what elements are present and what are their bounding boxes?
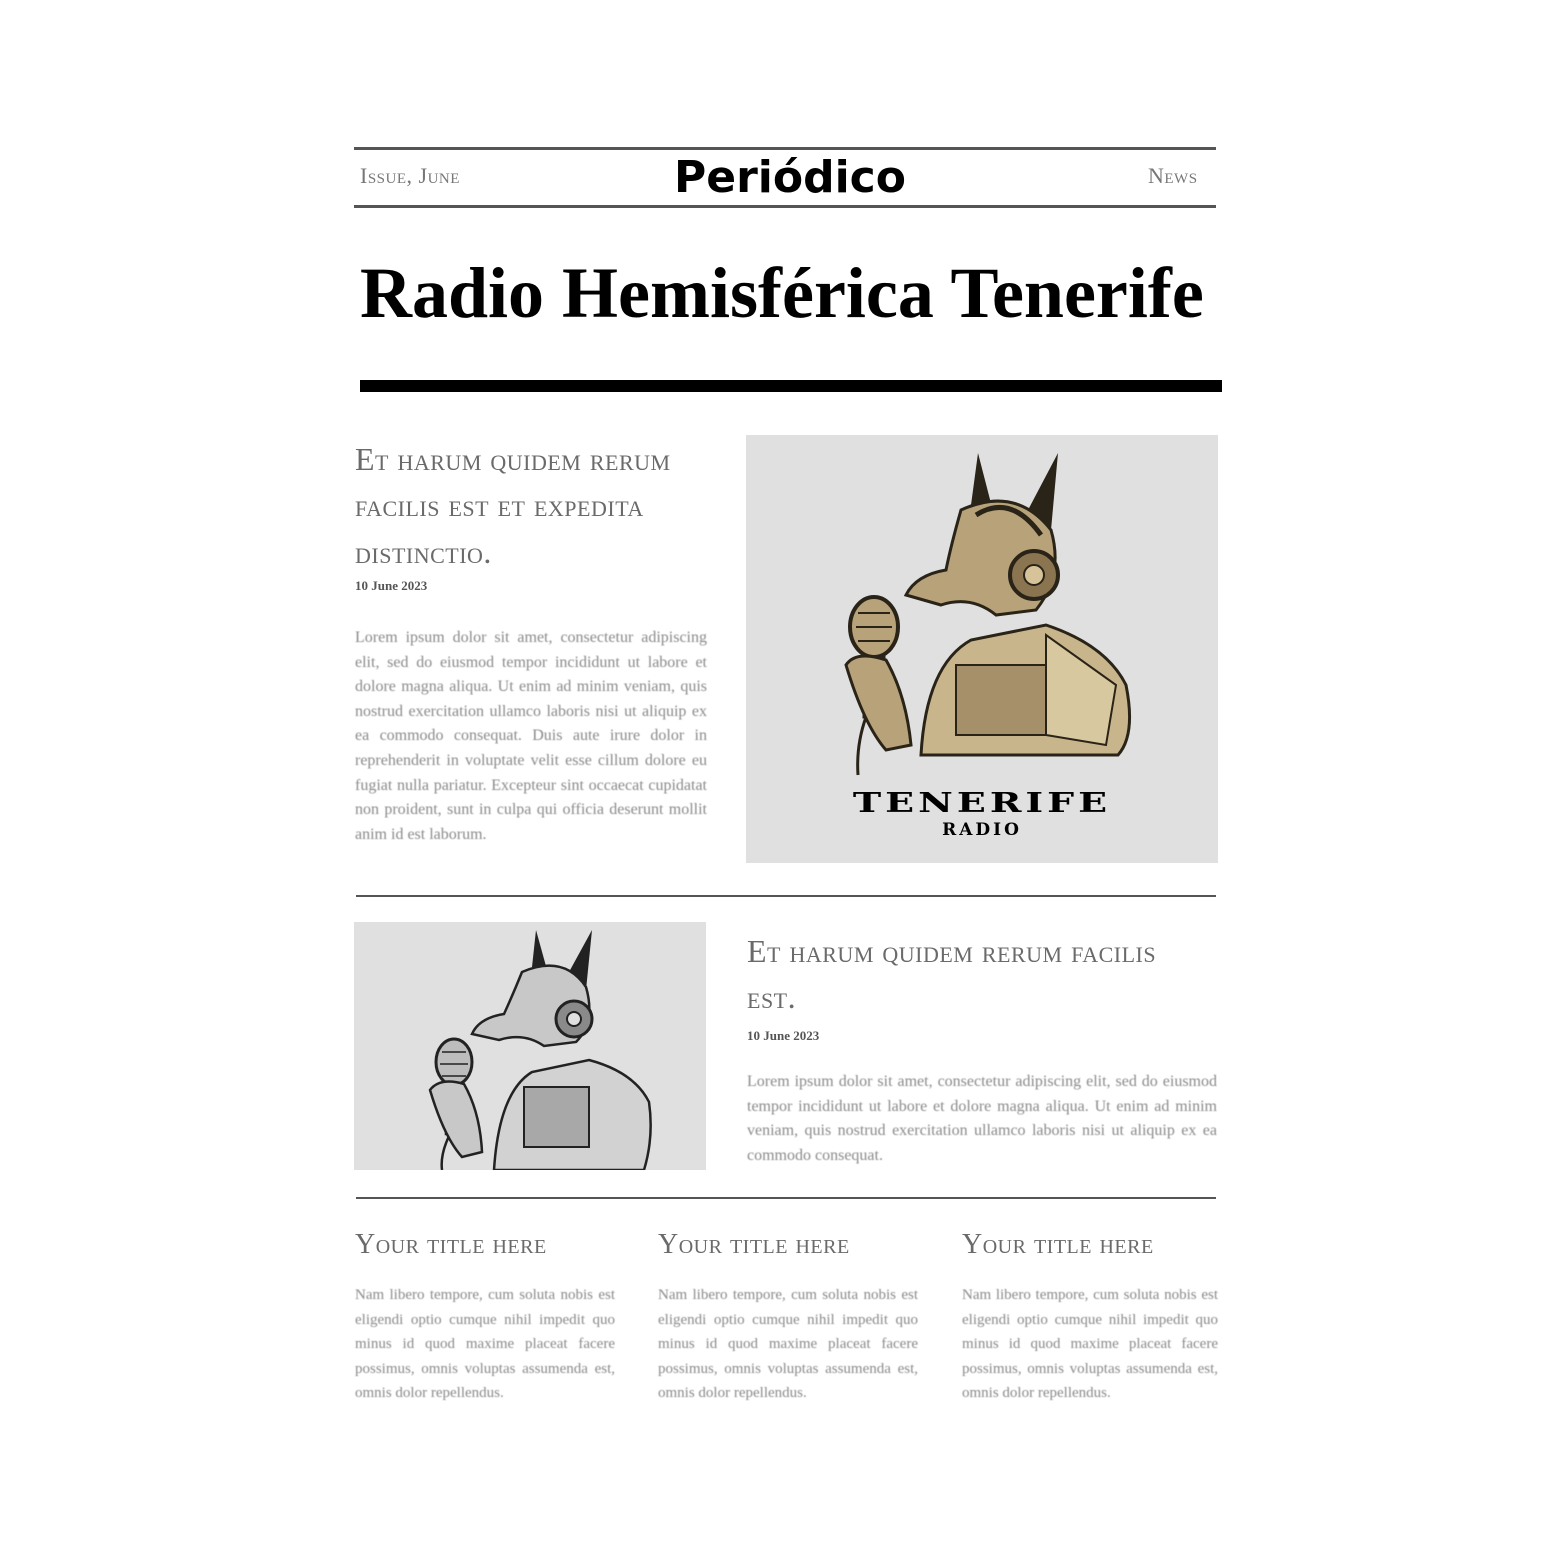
masthead-bottom-rule: [354, 205, 1216, 208]
article-2-date: 10 June 2023: [747, 1028, 820, 1043]
publication-name: Periódico: [674, 152, 906, 203]
column-1-title: Your title here: [355, 1229, 547, 1260]
article-1-image: [746, 435, 1218, 863]
article-1-body: Lorem ipsum dolor sit amet, consectetur adipiscing elit, sed do eiusmod tempor incididunt ut labore et dolore magna aliqua. Ut enim ad minim veniam, quis nostrud exercitation ullamco laboris nisi ut aliquip ex ea commodo consequat. Duis aute irure dolor in reprehenderit in voluptate velit esse cillum dolore eu fugiat nulla pariatur. Excepteur sint occaecat cupidatat non proident, sunt in culpa qui officia deserunt mollit anim id est laborum.: [355, 629, 707, 843]
article-1-headline: Et harum quidem rerum facilis est et expedita distinctio.: [355, 441, 671, 570]
masthead-top-rule: [354, 147, 1216, 150]
article-1-date: 10 June 2023: [355, 578, 428, 593]
section-label: News: [1148, 163, 1198, 188]
article-2-image: [354, 922, 706, 1170]
logo-subtitle: RADIO: [942, 820, 1022, 840]
article-2-headline: Et harum quidem rerum facilis est.: [747, 933, 1157, 1016]
issue-label: Issue, June: [360, 163, 460, 188]
newspaper-title: Radio Hemisférica Tenerife: [360, 253, 1204, 333]
title-thick-rule: [360, 380, 1222, 392]
column-3-title: Your title here: [962, 1229, 1154, 1260]
section-divider-2: [356, 1197, 1216, 1199]
column-2-body: Nam libero tempore, cum soluta nobis est eligendi optio cumque nihil impedit quo minus id quod maxime placeat facere possimus, omnis voluptas assumenda est, omnis dolor repellendus.: [658, 1287, 918, 1401]
section-divider-1: [356, 895, 1216, 897]
column-3-body: Nam libero tempore, cum soluta nobis est eligendi optio cumque nihil impedit quo minus id quod maxime placeat facere possimus, omnis voluptas assumenda est, omnis dolor repellendus.: [962, 1287, 1218, 1401]
article-2-body: Lorem ipsum dolor sit amet, consectetur adipiscing elit, sed do eiusmod tempor incididunt ut labore et dolore magna aliqua. Ut enim ad minim veniam, quis nostrud exercitation ullamco laboris nisi ut aliquip ex ea commodo consequat.: [747, 1073, 1217, 1164]
column-1-body: Nam libero tempore, cum soluta nobis est eligendi optio cumque nihil impedit quo minus id quod maxime placeat facere possimus, omnis voluptas assumenda est, omnis dolor repellendus.: [355, 1287, 615, 1401]
logo-wordmark: TENERIFE: [852, 786, 1112, 819]
anubis-microphone-icon: [354, 922, 706, 1170]
column-2-title: Your title here: [658, 1229, 850, 1260]
